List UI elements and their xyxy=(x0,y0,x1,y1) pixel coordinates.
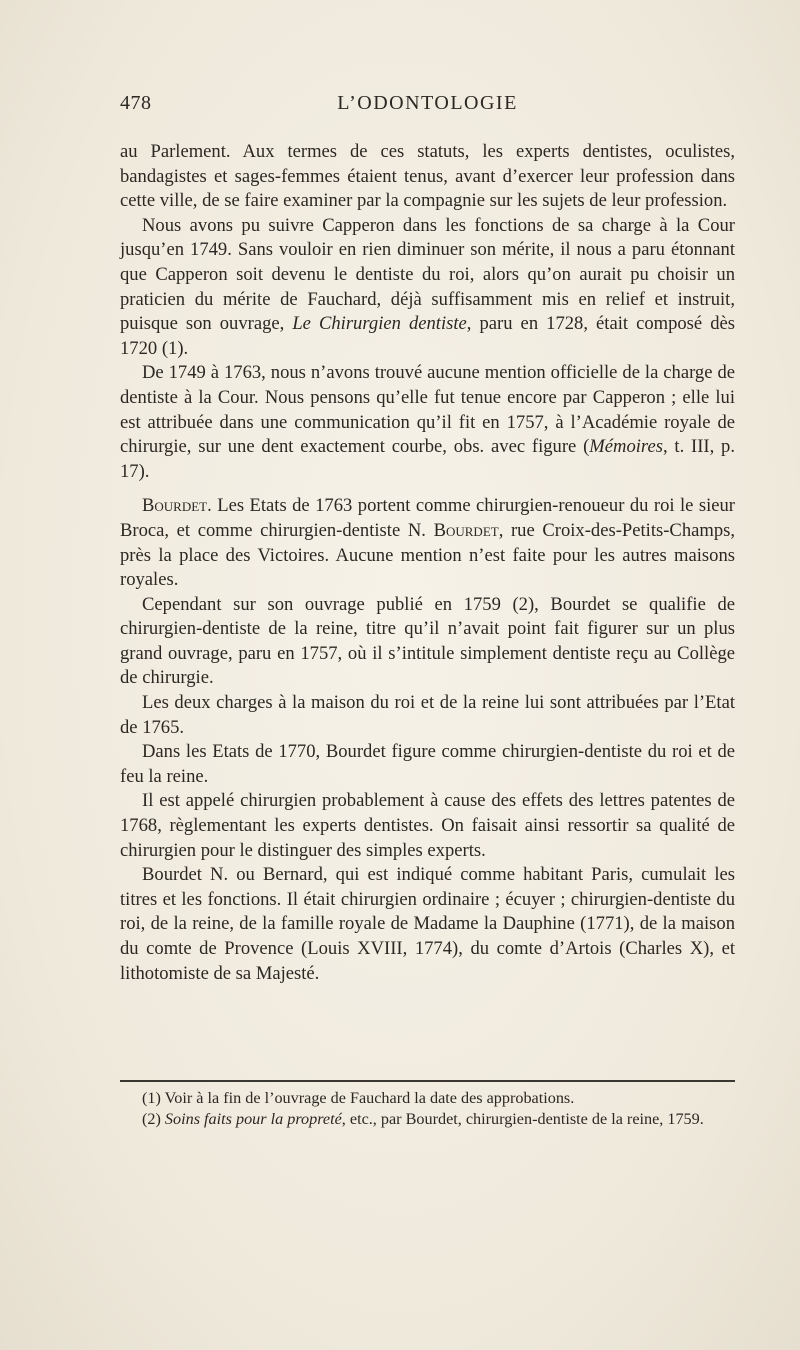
footnotes xyxy=(120,1088,735,1130)
footnote-rule xyxy=(120,1080,735,1082)
paragraph-2-text-b: , paru en 1728, était composé dès 1720 (1). xyxy=(120,313,735,359)
book-title-chirurgien-dentiste: Le Chirurgien dentiste xyxy=(292,313,467,335)
paragraph-3-text-b: , t. III, p. 17). xyxy=(120,436,736,482)
paragraph-6: Les deux charges à la maison du roi et de la reine lui sont attribuées par l’Etat de 1765. xyxy=(120,692,735,738)
paragraph-4-text-a: . Les Etats de 1763 portent comme chirurgien-renoueur du roi le sieur Broca, et comme chirurgien-dentiste N. xyxy=(120,495,735,541)
page-header xyxy=(120,92,735,122)
name-bourdet-2: Bourdet xyxy=(433,519,499,541)
paragraph-3-text-a: De 1749 à 1763, nous n’avons trouvé aucune mention officielle de la charge de dentiste à la Cour. Nous pensons qu’elle fut tenue encore par Capperon ; elle lui est attribuée dans une communication qu’il fit en 1757, à l’Académie royale de chirurgie, sur une dent exactement courbe, obs. avec figure ( xyxy=(120,362,735,458)
name-bourdet: Bourdet xyxy=(142,495,208,517)
paragraph-1: au Parlement. Aux termes de ces statuts, les experts dentistes, oculistes, bandagistes et sages-femmes étaient tenus, avant d’exercer leur profession dans cette ville, de se faire examiner par la compagnie sur les sujets de leur profession. xyxy=(120,141,735,212)
book-title-memoires: Mémoires xyxy=(589,436,663,458)
footnote-1: (1) Voir à la fin de l’ouvrage de Fauchard la date des approbations. xyxy=(142,1089,575,1107)
paragraph-3 xyxy=(120,361,735,484)
footnote-2 xyxy=(120,1109,735,1130)
running-title: L’ODONTOLOGIE xyxy=(337,92,518,114)
paragraph-7: Dans les Etats de 1770, Bourdet figure comme chirurgien-dentiste du roi et de feu la reine. xyxy=(120,741,735,787)
paragraph-4-text-b: , rue Croix-des-Petits-Champs, près la place des Victoires. Aucune mention n’est faite pour les autres maisons royales. xyxy=(120,519,736,591)
footnote-2-title: Soins faits pour la propreté xyxy=(164,1110,342,1128)
body-text xyxy=(120,140,735,986)
paragraph-2-text-a: Nous avons pu suivre Capperon dans les fonctions de sa charge à la Cour jusqu’en 1749. Sans vouloir en rien diminuer son mérite, il nous a paru étonnant que Capperon soit devenu le dentiste du roi, alors qu’on aurait pu choisir un praticien du mérite de Fauchard, déjà suffisamment mis en relief et instruit, puisque son ouvrage, xyxy=(120,214,735,335)
paragraph-5: Cependant sur son ouvrage publié en 1759 (2), Bourdet se qualifie de chirurgien-dentiste de la reine, titre qu’il n’avait point fait figurer sur un plus grand ouvrage, paru en 1757, où il s’intitule simplement dentiste reçu au Collège de chirurgie. xyxy=(120,593,735,689)
footnote-2-text: , etc., par Bourdet, chirurgien-dentiste de la reine, 1759. xyxy=(341,1110,704,1128)
paragraph-2 xyxy=(120,214,735,362)
page-number: 478 xyxy=(120,92,152,114)
paragraph-8: Il est appelé chirurgien probablement à cause des effets des lettres patentes de 1768, règlementant les experts dentistes. On faisait ainsi ressortir sa qualité de chirurgien pour le distinguer des simples experts. xyxy=(120,790,735,861)
paragraph-4 xyxy=(120,494,735,592)
paragraph-9: Bourdet N. ou Bernard, qui est indiqué comme habitant Paris, cumulait les titres et les fonctions. Il était chirurgien ordinaire ; écuyer ; chirurgien-dentiste du roi, de la reine, de la famille royale de Madame la Dauphine (1771), de la maison du comte de Provence (Louis XVIII, 1774), du comte d’Artois (Charles X), et lithotomiste de sa Majesté. xyxy=(120,864,735,984)
footnote-2-marker: (2) xyxy=(142,1110,165,1128)
